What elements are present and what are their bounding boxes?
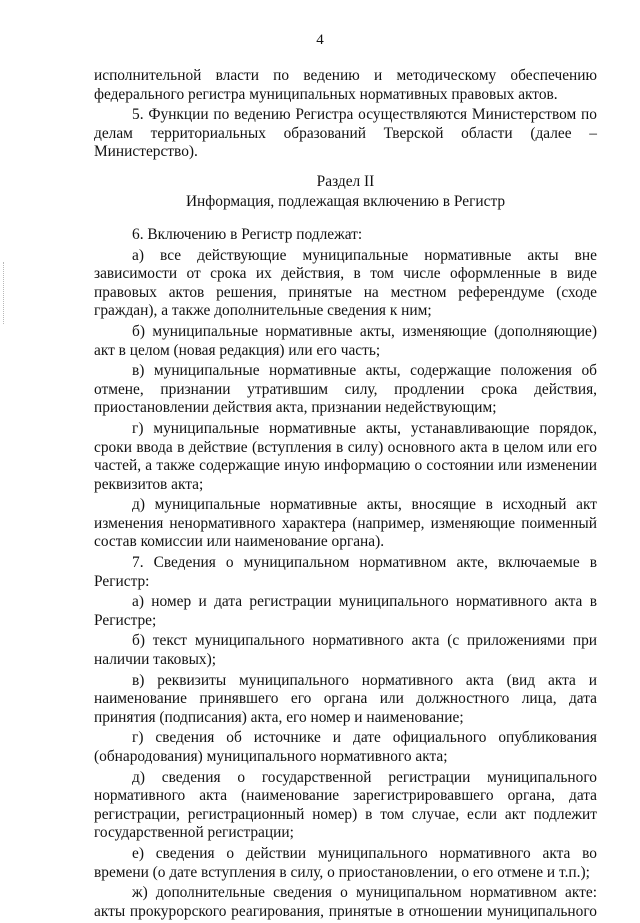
- document-body: [94, 67, 597, 923]
- paragraph-7-a: а) номер и дата регистрации муниципального нормативного акта в Регистре;: [94, 593, 597, 629]
- paragraph-7-g: г) сведения об источнике и дате официального опубликования (обнародования) муниципального нормативного акта;: [94, 729, 597, 765]
- paragraph-7-e: е) сведения о действии муниципального нормативного акта во времени (о дате вступления в силу, о приостановлении, о его отмене и т.п.);: [94, 844, 597, 881]
- paragraph-7-d: д) сведения о государственной регистрации муниципального нормативного акта (наименование зарегистрировавшего органа, дата регистрации, регистрационный номер) в том случае, если акт подлежит государственной регистрации;: [94, 768, 597, 842]
- paragraph-7-intro: 7. Сведения о муниципальном нормативном акте, включаемые в Регистр:: [94, 554, 597, 590]
- paragraph-6-b: б) муниципальные нормативные акты, изменяющие (дополняющие) акт в целом (новая редакция) или его часть;: [94, 322, 597, 359]
- margin-dotted-mark: [3, 262, 5, 324]
- paragraph-6-intro: 6. Включению в Регистр подлежат:: [132, 225, 363, 243]
- section-label: Раздел II: [316, 172, 375, 190]
- paragraph-6-a: а) все действующие муниципальные нормативные акты вне зависимости от срока их действия, в том числе оформленные в виде правовых актов решения, принятые на местном референдуме (сходе граждан), а также дополнительные сведения к ним;: [94, 246, 597, 320]
- paragraph-7-zh: ж) дополнительные сведения о муниципальном нормативном акте: акты прокурорского реагирования, принятые в отношении муниципального: [94, 884, 597, 920]
- paragraph-7-v: в) реквизиты муниципального нормативного акта (вид акта и наименование принявшего его органа или должностного лица, дата принятия (подписания) акта, его номер и наименование;: [94, 671, 597, 726]
- section-title: Информация, подлежащая включению в Регистр: [185, 192, 506, 210]
- paragraph-6-d: д) муниципальные нормативные акты, вносящие в исходный акт изменения ненормативного характера (например, изменяющие поименный состав комиссии или наименование органа).: [94, 496, 597, 551]
- paragraph-5: 5. Функции по ведению Регистра осуществляются Министерством по делам территориальных образований Тверской области (далее – Министерство).: [94, 106, 597, 161]
- paragraph-continuation: исполнительной власти по ведению и методическому обеспечению федерального регистра муниципальных нормативных правовых актов.: [94, 67, 597, 103]
- paragraph-7-b: б) текст муниципального нормативного акта (с приложениями при наличии таковых);: [94, 632, 597, 669]
- paragraph-6-v: в) муниципальные нормативные акты, содержащие положения об отмене, признании утратившим силу, продлении срока действия, приостановлении действия акта, признании недействующим;: [94, 362, 597, 417]
- page-number: 4: [316, 32, 324, 48]
- paragraph-6-g: г) муниципальные нормативные акты, устанавливающие порядок, сроки ввода в действие (вступления в силу) основного акта в целом или его частей, а также содержащие иную информацию о состоянии или изменении реквизитов акта;: [94, 419, 597, 493]
- section-heading: [94, 172, 597, 212]
